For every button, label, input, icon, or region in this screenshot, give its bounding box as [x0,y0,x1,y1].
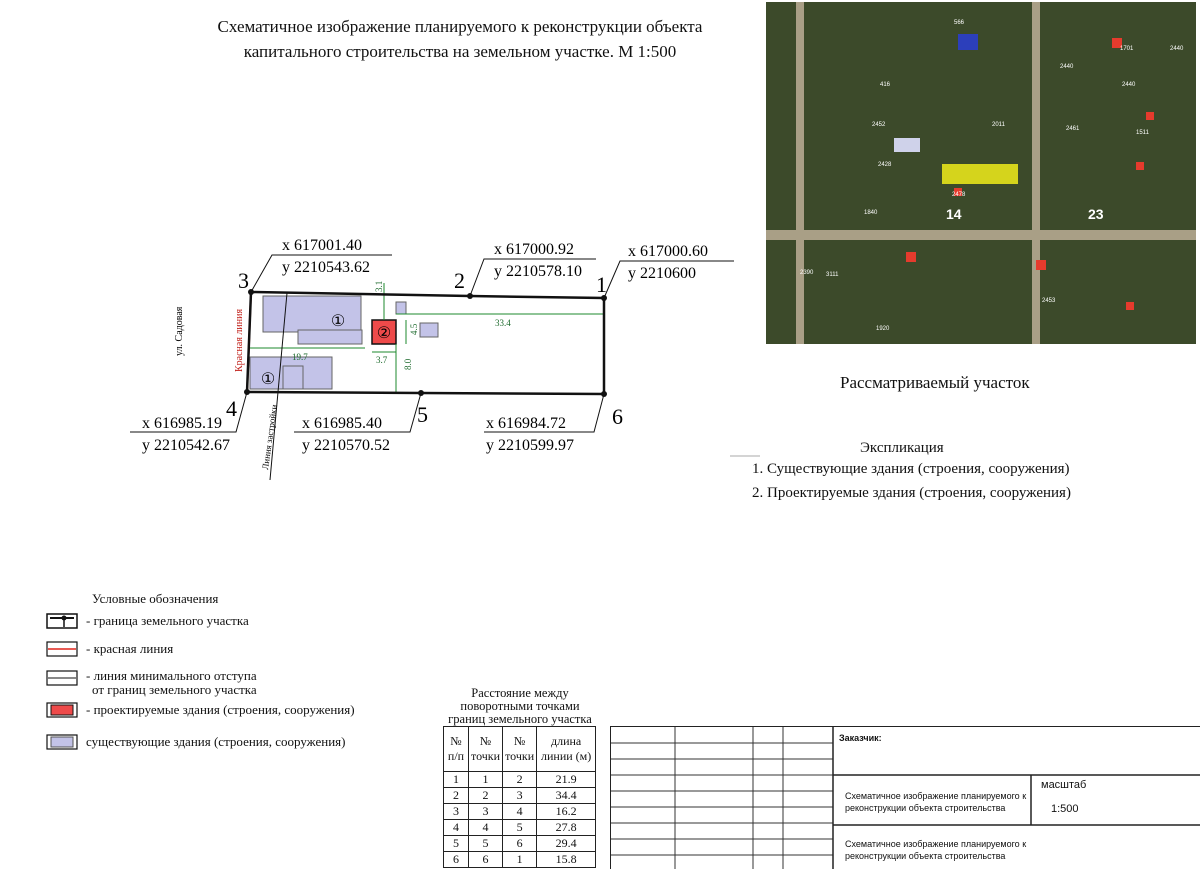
aerial-photo [766,2,1196,344]
col-header: № п/п [444,727,469,772]
aerial-road-v2 [1032,2,1040,344]
existing-shed-2 [420,323,438,337]
explication-item-2: 2. Проектируемые здания (строения, сооружения) [752,485,1071,501]
point-1-y: y 2210600 [628,265,696,282]
aerial-label: 2440 [1170,46,1184,52]
table-row [444,772,596,788]
legend-setback-text: - линия минимального отступа [86,668,257,683]
aerial-roof [1146,112,1154,120]
point-6-x: x 616984.72 [486,415,566,432]
aerial-label: 2428 [878,162,892,168]
table-cell: 6 [469,852,503,868]
title-block [610,726,1200,869]
point-4-x: x 616985.19 [142,415,222,432]
aerial-white-roof [894,138,920,152]
table-row [444,836,596,852]
stamp-desc-1-line-1: Схематичное изображение планируемого к [845,791,1027,801]
aerial-label: 1840 [864,210,878,216]
point-6-num: 6 [612,404,623,429]
point-2-num: 2 [454,268,465,293]
table-cell: 6 [503,836,537,852]
distance-table [443,726,596,868]
point-2-x: x 617000.92 [494,241,574,258]
table-cell: 27.8 [537,820,596,836]
legend-existing-text: существующие здания (строения, сооружения) [86,734,346,749]
existing-building-symbol-icon [46,734,78,750]
table-cell: 1 [444,772,469,788]
red-line-symbol-icon [46,641,78,657]
street-label: ул. Садовая [174,306,185,356]
table-row [444,804,596,820]
table-cell: 21.9 [537,772,596,788]
scale-label: масштаб [1041,779,1087,791]
aerial-label: 1701 [1120,46,1134,52]
aerial-roof [1126,302,1134,310]
aerial-label: 566 [954,20,965,26]
point-4-y: y 2210542.67 [142,437,230,454]
stamp-desc-2-line-2: реконструкции объекта строительства [845,851,1006,861]
table-cell: 5 [503,820,537,836]
existing-building-label-1: ① [330,313,346,330]
point-5-y: y 2210570.52 [302,437,390,454]
table-header-row [444,727,596,772]
point-6-y: y 2210599.97 [486,437,574,454]
title-line-2: капитального строительства на земельном участке. М 1:500 [243,42,677,61]
stamp-desc-2-line-1: Схематичное изображение планируемого к [845,839,1027,849]
table-cell: 1 [503,852,537,868]
legend-planned-text: - проектируемые здания (строения, сооружения) [86,702,355,717]
distance-table-title [430,687,610,726]
table-cell: 1 [469,772,503,788]
planned-building-symbol-icon [46,702,78,718]
table-cell: 16.2 [537,804,596,820]
stamp-desc-1-line-2: реконструкции объекта строительства [845,803,1006,813]
table-cell: 29.4 [537,836,596,852]
setback-line-symbol-icon [46,670,78,686]
point-3-num: 3 [238,268,249,293]
table-cell: 4 [503,804,537,820]
table-row [444,820,596,836]
point-4-num: 4 [226,396,237,421]
aerial-label: 2011 [992,122,1005,128]
aerial-plot-14: 14 [946,206,962,222]
aerial-roof [1036,260,1046,270]
aerial-roof [906,252,916,262]
dim-3-1: 3.1 [374,280,384,292]
point-1-num: 1 [596,272,607,297]
table-cell: 2 [444,788,469,804]
point-2-y: y 2210578.10 [494,263,582,280]
aerial-road-v1 [796,2,804,344]
legend-title: Условные обозначения [92,591,219,606]
point-3-y: y 2210543.62 [282,259,370,276]
build-line-label: Линия застройки [260,403,280,471]
table-cell: 4 [469,820,503,836]
point-1-x: x 617000.60 [628,243,708,260]
aerial-label: 416 [880,82,891,88]
point-3-x: x 617001.40 [282,237,362,254]
point-5-x: x 616985.40 [302,415,382,432]
aerial-highlighted-plot [942,164,1018,184]
distance-title-line-2: поворотными точками [460,699,580,713]
legend-red-line-text: - красная линия [86,641,174,656]
col-header: № точки [503,727,537,772]
table-cell: 5 [469,836,503,852]
aerial-label: 3111 [826,272,839,278]
existing-shed-1 [396,302,406,314]
callout-label: Рассматриваемый участок [840,373,1030,392]
existing-building-label-2: ① [260,371,276,388]
red-line-label: Красная линия [234,308,245,372]
aerial-label: 1920 [876,326,890,332]
table-row [444,852,596,868]
customer-label: Заказчик: [839,733,882,743]
table-cell: 3 [503,788,537,804]
scale-value: 1:500 [1051,803,1079,815]
dim-33-4: 33.4 [495,318,511,328]
aerial-label: 2461 [1066,126,1080,132]
aerial-label: 1511 [1136,130,1149,136]
col-header: № точки [469,727,503,772]
table-cell: 34.4 [537,788,596,804]
explication-title: Экспликация [860,440,944,456]
aerial-label: 2440 [1122,82,1136,88]
table-row [444,788,596,804]
table-cell: 5 [444,836,469,852]
aerial-label: 2478 [952,192,966,198]
aerial-label: 2452 [872,122,886,128]
title-line-1: Схематичное изображение планируемого к реконструкции объекта [217,17,703,36]
existing-building-annex [298,330,362,344]
aerial-label: 2390 [800,270,814,276]
col-header: длина линии (м) [537,727,596,772]
table-cell: 15.8 [537,852,596,868]
aerial-label: 2453 [1042,298,1056,304]
explication-item-1: 1. Существующие здания (строения, сооружения) [752,461,1070,477]
existing-building-main [263,296,361,332]
table-cell: 4 [444,820,469,836]
dim-3-7: 3.7 [376,355,388,365]
aerial-road-h [766,230,1196,240]
boundary-symbol-icon [46,613,78,629]
aerial-label: 2440 [1060,64,1074,70]
table-cell: 2 [469,788,503,804]
table-cell: 3 [469,804,503,820]
dim-4-5: 4.5 [409,323,419,335]
table-cell: 6 [444,852,469,868]
aerial-blue-roof [958,34,978,50]
table-cell: 3 [444,804,469,820]
existing-building-3 [283,366,303,389]
dim-8-0: 8.0 [403,358,413,370]
table-cell: 2 [503,772,537,788]
site-plan [0,0,760,500]
legend-setback-text-2: от границ земельного участка [92,682,257,697]
legend-boundary-text: - граница земельного участка [86,613,249,628]
planned-building-label: ② [376,325,392,342]
point-5-num: 5 [417,402,428,427]
distance-title-line-1: Расстояние между [471,686,569,700]
distance-title-line-3: границ земельного участка [448,712,592,726]
dim-19-7: 19.7 [292,352,308,362]
aerial-plot-23: 23 [1088,206,1104,222]
aerial-roof [1136,162,1144,170]
